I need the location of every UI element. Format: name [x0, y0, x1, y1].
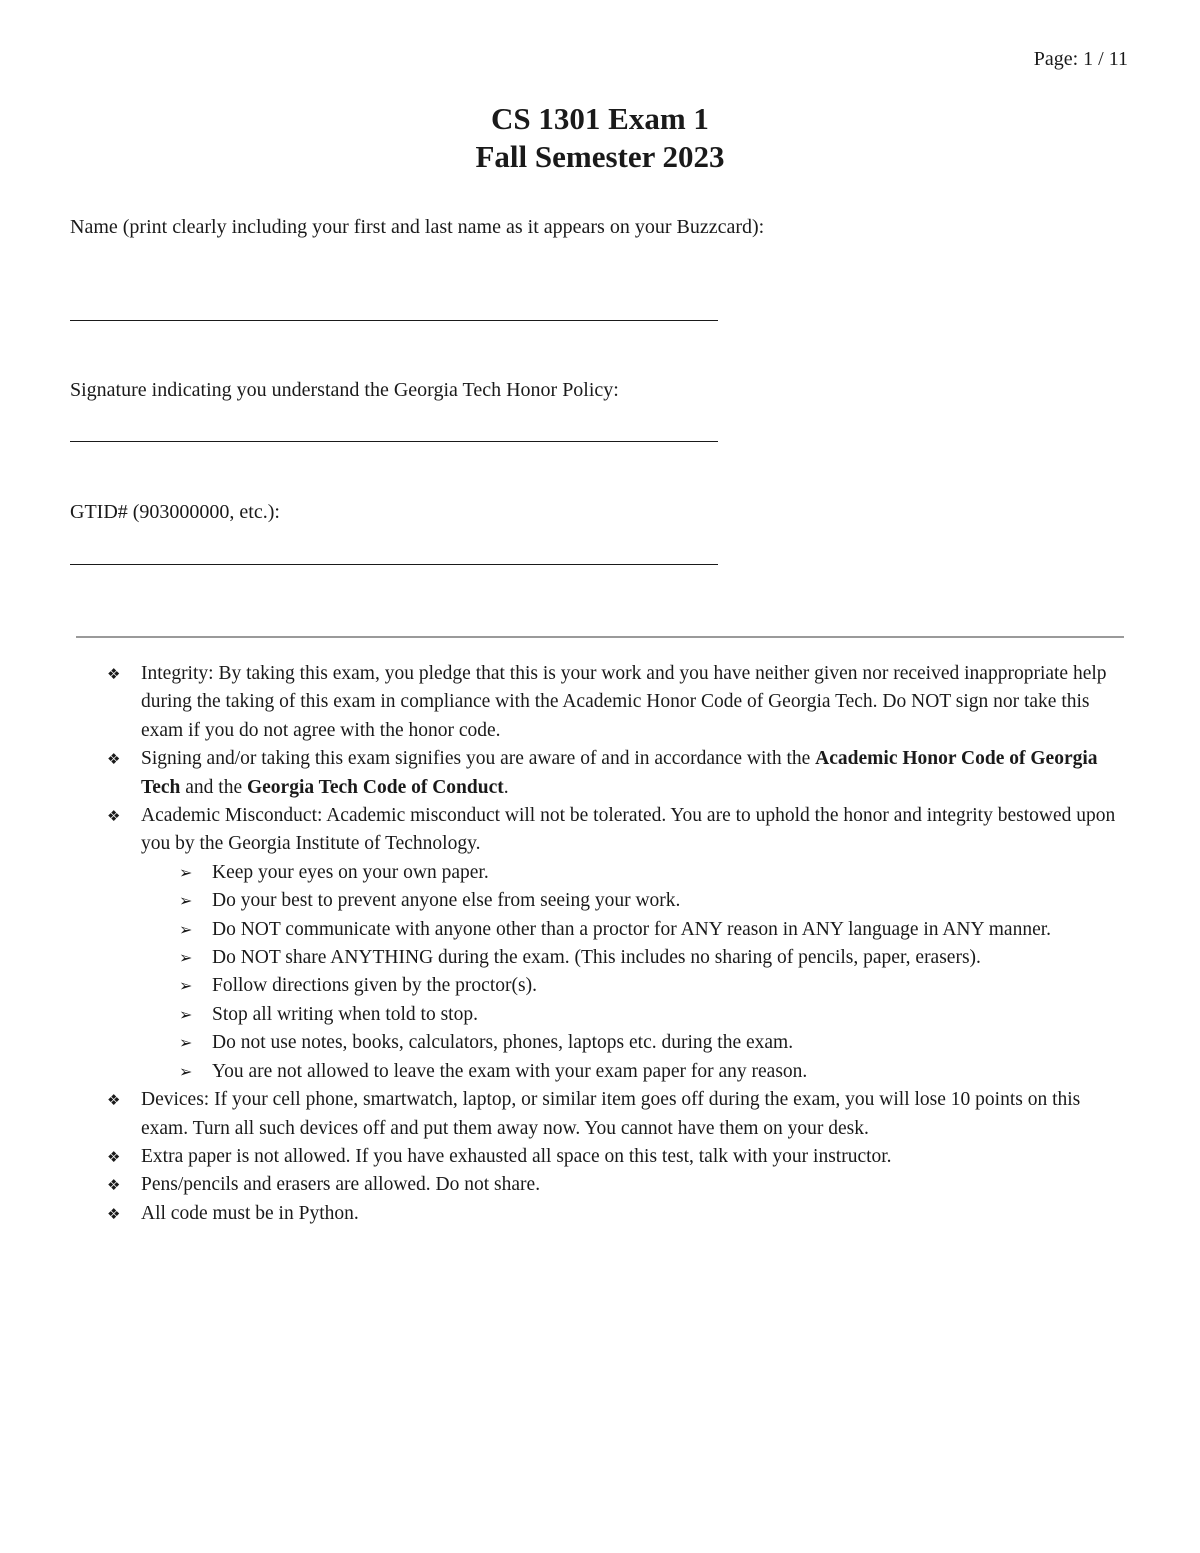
misconduct-item [179, 1058, 1126, 1086]
section-divider [76, 636, 1124, 638]
misconduct-item [179, 859, 1126, 887]
rule-python [107, 1200, 1126, 1228]
rule-text: Academic Misconduct: Academic misconduct will not be tolerated. You are to uphold the honor and integrity bestowed upon you by the Georgia Institute of Technology. [141, 805, 1116, 855]
misconduct-item-text: Stop all writing when told to stop. [212, 1003, 478, 1025]
rule-text: and the [180, 776, 247, 798]
arrow-bullet-icon: ➢ [179, 1061, 193, 1081]
arrow-bullet-icon: ➢ [179, 976, 193, 996]
diamond-bullet-icon: ❖ [107, 807, 121, 826]
arrow-bullet-icon: ➢ [179, 1004, 193, 1024]
rule-extra-paper [107, 1143, 1126, 1171]
rule-signing [107, 745, 1126, 802]
misconduct-item-text: Do your best to prevent anyone else from seeing your work. [212, 890, 681, 912]
exam-title-course: CS 1301 Exam 1 [491, 101, 709, 136]
diamond-bullet-icon: ❖ [107, 1204, 121, 1223]
honor-code-reference: Academic Honor Code of Georgia Tech [141, 748, 1098, 798]
misconduct-item-text: Do not use notes, books, calculators, phones, laptops etc. during the exam. [212, 1032, 794, 1054]
exam-rules-list [0, 660, 1200, 1228]
arrow-bullet-icon: ➢ [179, 919, 193, 939]
signature-field-line[interactable] [70, 441, 718, 442]
arrow-bullet-icon: ➢ [179, 1033, 193, 1053]
rule-devices [107, 1086, 1126, 1143]
arrow-bullet-icon: ➢ [179, 862, 193, 882]
rule-text: Integrity: By taking this exam, you pledge that this is your work and you have neither given nor received inappropriate help during the taking of this exam in compliance with the Academic Honor Code of Georgia Tech. Do NOT sign nor take this exam if you do not agree with the honor code. [141, 663, 1107, 741]
misconduct-item [179, 916, 1126, 944]
signature-field-label: Signature indicating you understand the Georgia Tech Honor Policy: [70, 379, 619, 401]
exam-title [0, 100, 1200, 176]
diamond-bullet-icon: ❖ [107, 750, 121, 769]
misconduct-item [179, 972, 1126, 1000]
rule-pens [107, 1171, 1126, 1199]
gtid-field-line[interactable] [70, 564, 718, 565]
diamond-bullet-icon: ❖ [107, 1176, 121, 1195]
misconduct-item [179, 1001, 1126, 1029]
diamond-bullet-icon: ❖ [107, 665, 121, 683]
rule-text: Extra paper is not allowed. If you have exhausted all space on this test, talk with your instructor. [141, 1145, 892, 1167]
arrow-bullet-icon: ➢ [179, 891, 193, 911]
misconduct-item-text: Follow directions given by the proctor(s). [212, 975, 537, 997]
rule-text: Signing and/or taking this exam signifies you are aware of and in accordance with the [141, 748, 816, 770]
misconduct-item [179, 944, 1126, 972]
rule-text: Devices: If your cell phone, smartwatch, laptop, or similar item goes off during the exam, you will lose 10 points on this exam. Turn all such devices off and put them away now. You cannot have them on your desk. [141, 1089, 1081, 1139]
exam-title-semester: Fall Semester 2023 [475, 139, 725, 174]
misconduct-item-text: Keep your eyes on your own paper. [212, 861, 489, 883]
gtid-field-label: GTID# (903000000, etc.): [70, 501, 280, 523]
page-number: Page: 1 / 11 [1033, 48, 1128, 70]
name-field-label: Name (print clearly including your first and last name as it appears on your Buzzcard): [70, 216, 765, 238]
diamond-bullet-icon: ❖ [107, 1091, 121, 1110]
misconduct-item-text: You are not allowed to leave the exam with your exam paper for any reason. [212, 1060, 808, 1082]
misconduct-item [179, 1029, 1126, 1057]
rule-text: Pens/pencils and erasers are allowed. Do not share. [141, 1174, 541, 1196]
misconduct-item [179, 887, 1126, 915]
misconduct-item-text: Do NOT share ANYTHING during the exam. (This includes no sharing of pencils, paper, erasers). [212, 947, 981, 969]
rule-text: All code must be in Python. [141, 1202, 359, 1224]
rule-text: . [503, 776, 509, 798]
rule-misconduct [107, 802, 1126, 859]
diamond-bullet-icon: ❖ [107, 1147, 121, 1166]
name-field-line[interactable] [70, 320, 718, 321]
rule-integrity [107, 660, 1126, 745]
arrow-bullet-icon: ➢ [179, 948, 193, 968]
code-of-conduct-reference: Georgia Tech Code of Conduct [246, 776, 504, 798]
misconduct-item-text: Do NOT communicate with anyone other than a proctor for ANY reason in ANY language in ANY manner. [212, 918, 1052, 940]
